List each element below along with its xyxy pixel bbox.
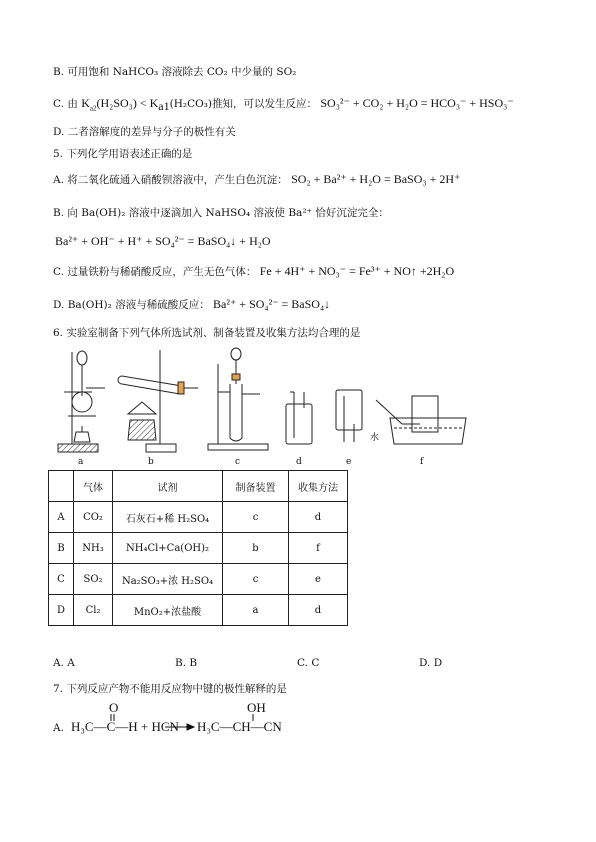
q5-option-b: B. 向 Ba(OH)₂ 溶液中逐滴加入 NaHSO₄ 溶液使 Ba²⁺ 恰好沉淀完全： bbox=[53, 207, 389, 219]
q4-option-c-equation: SO₃²⁻ + CO₂ + H₂O = HCO₃⁻ + HSO₃⁻ bbox=[320, 96, 514, 110]
table-header-row bbox=[49, 471, 348, 502]
q6-option-d: D. D bbox=[419, 657, 443, 669]
q7-option-a-label: A. bbox=[53, 722, 64, 734]
table-cell: A bbox=[49, 502, 74, 533]
q5-option-a bbox=[53, 172, 460, 187]
table-cell: a bbox=[223, 595, 289, 626]
apparatus-f bbox=[376, 396, 466, 444]
apparatus-diagram bbox=[50, 344, 470, 468]
q7-products: H₃C—CH—CN bbox=[197, 719, 282, 734]
table-cell: C bbox=[49, 564, 74, 595]
table-cell: SO₂ bbox=[74, 564, 113, 595]
apparatus-label-e: e bbox=[346, 457, 352, 467]
q4-ka2-symbol: $K_{a2}$ bbox=[81, 96, 97, 113]
table-row bbox=[49, 564, 348, 595]
table-cell: Na₂SO₃+浓 H₂SO₄ bbox=[113, 564, 223, 595]
table-cell: b bbox=[223, 533, 289, 564]
q5-option-d bbox=[53, 297, 330, 312]
q4-ka-compare: (H₂SO₃) < K bbox=[96, 96, 159, 110]
q4-option-c bbox=[53, 96, 514, 114]
table-header-cell: 试剂 bbox=[113, 471, 223, 502]
apparatus-e bbox=[336, 390, 362, 442]
q5-option-d-equation: Ba²⁺ + SO₄²⁻ = BaSO₄↓ bbox=[213, 297, 331, 311]
q4-option-c-text: (H₂CO₃)推知，可以发生反应： bbox=[169, 98, 318, 110]
table-cell: e bbox=[289, 564, 348, 595]
table-cell: NH₄Cl+Ca(OH)₂ bbox=[113, 533, 223, 564]
table-header-cell bbox=[49, 471, 74, 502]
q5-option-c bbox=[53, 264, 454, 279]
table-row bbox=[49, 595, 348, 626]
q4-ka1-sub: a1 bbox=[158, 99, 170, 114]
q6-table bbox=[48, 470, 348, 626]
q7-reactants: H₃C—C—H + HCN bbox=[71, 719, 179, 734]
table-cell: f bbox=[289, 533, 348, 564]
table-cell: CO₂ bbox=[74, 502, 113, 533]
q5-option-c-text: C. 过量铁粉与稀硝酸反应，产生无色气体： bbox=[53, 266, 257, 278]
q5-option-d-text: D. Ba(OH)₂ 溶液与稀硫酸反应： bbox=[53, 299, 210, 311]
apparatus-label-c: c bbox=[235, 457, 241, 467]
q5-option-a-text: A. 将二氧化硫通入硝酸钡溶液中，产生白色沉淀： bbox=[53, 174, 288, 186]
q4-option-c-lead: C. 由 bbox=[53, 98, 78, 110]
q5-option-b-equation: Ba²⁺ + OH⁻ + H⁺ + SO₄²⁻ = BaSO₄↓ + H₂O bbox=[55, 234, 271, 248]
apparatus-c bbox=[208, 348, 268, 450]
table-row bbox=[49, 502, 348, 533]
table-cell: 石灰石+稀 H₂SO₄ bbox=[113, 502, 223, 533]
q4-option-b: B. 可用饱和 NaHCO₃ 溶液除去 CO₂ 中少量的 SO₂ bbox=[53, 66, 297, 78]
table-cell: NH₃ bbox=[74, 533, 113, 564]
apparatus-label-d: d bbox=[296, 457, 302, 467]
q5-option-c-equation: Fe + 4H⁺ + NO₃⁻ = Fe³⁺ + NO↑ +2H₂O bbox=[259, 264, 455, 278]
q6-option-a: A. A bbox=[53, 657, 75, 669]
q6-option-b: B. B bbox=[175, 657, 198, 669]
water-label: 水 bbox=[370, 433, 380, 443]
table-cell: c bbox=[223, 564, 289, 595]
table-cell: d bbox=[289, 502, 348, 533]
apparatus-d bbox=[286, 392, 312, 444]
table-cell: Cl₂ bbox=[74, 595, 113, 626]
table-header-cell: 制备装置 bbox=[223, 471, 289, 502]
q4-option-d: D. 二者溶解度的差异与分子的极性有关 bbox=[53, 126, 236, 138]
apparatus-label-a: a bbox=[78, 457, 84, 467]
table-cell: B bbox=[49, 533, 74, 564]
q7-stem: 7. 下列反应产物不能用反应物中键的极性解释的是 bbox=[53, 683, 287, 695]
apparatus-a bbox=[58, 351, 105, 452]
q5-stem: 5. 下列化学用语表述正确的是 bbox=[53, 148, 193, 160]
q7-oxygen-atom: O bbox=[109, 702, 119, 715]
table-cell: d bbox=[289, 595, 348, 626]
table-row bbox=[49, 533, 348, 564]
q7-option-a-equation bbox=[53, 702, 313, 742]
apparatus-b bbox=[118, 350, 198, 452]
q6-stem: 6. 实验室制备下列气体所选试剂、制备装置及收集方法均合理的是 bbox=[53, 327, 361, 339]
table-header-cell: 气体 bbox=[74, 471, 113, 502]
q7-hydroxyl: OH bbox=[247, 702, 266, 715]
q6-option-c: C. C bbox=[297, 657, 320, 669]
table-header-cell: 收集方法 bbox=[289, 471, 348, 502]
table-cell: MnO₂+浓盐酸 bbox=[113, 595, 223, 626]
apparatus-label-b: b bbox=[148, 457, 154, 467]
apparatus-label-f: f bbox=[420, 457, 424, 467]
table-cell: c bbox=[223, 502, 289, 533]
table-cell: D bbox=[49, 595, 74, 626]
q5-option-a-equation: SO₂ + Ba²⁺ + H₂O = BaSO₃ + 2H⁺ bbox=[291, 172, 461, 186]
